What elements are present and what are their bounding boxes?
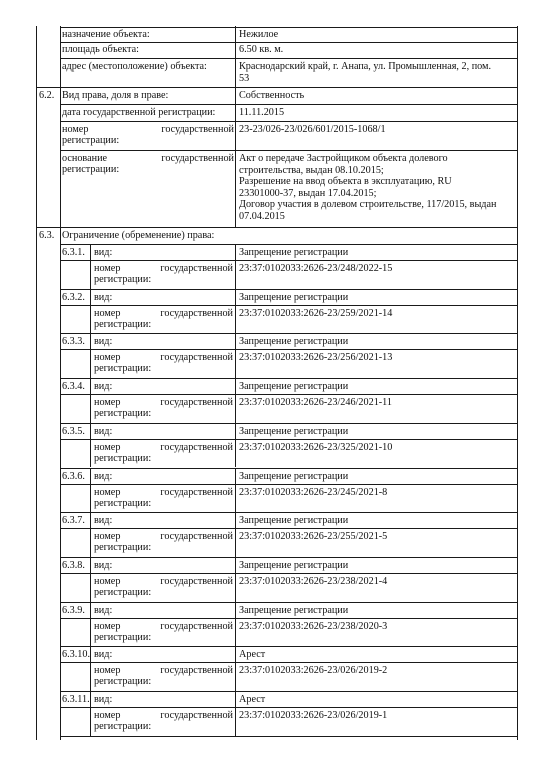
address-value-line-1: Краснодарский край, г. Анапа, ул. Промышленная, 2, пом. [239,61,492,72]
basis-line: Договор участия в долевом строительстве, 117/2015, выдан [239,199,497,210]
restriction-item-number: 6.3.11. [62,694,90,705]
grid-line [60,602,517,603]
regnum-label-word: номер [94,665,121,677]
grid-line [60,662,517,663]
area-label: площадь объекта: [62,44,139,55]
grid-line [90,646,91,691]
restriction-regnum-label [94,352,233,364]
restriction-regnum-label [94,263,233,275]
restriction-regnum-value: 23:37:0102033:2626-23/255/2021-5 [239,531,388,543]
grid-line [235,423,236,468]
right-section-number: 6.2. [39,90,55,101]
registration-number-label: номер государственной [62,124,234,135]
regnum-label-word: государственной [160,307,233,319]
grid-line [60,512,517,513]
registration-number-label-2: регистрации: [62,135,120,146]
restriction-kind-value: Запрещение регистрации [239,247,349,258]
restriction-kind-label: вид: [94,515,113,527]
grid-line [235,26,236,227]
restriction-item-number: 6.3.9. [62,604,85,616]
grid-line [60,394,517,395]
restriction-kind-value: Запрещение регистрации [239,604,349,616]
restriction-regnum-label [94,710,233,722]
grid-line [60,42,517,43]
grid-line [60,378,517,379]
restriction-kind-value: Запрещение регистрации [239,381,349,393]
restriction-regnum-label [94,576,233,588]
grid-line [60,468,517,469]
grid-line [60,244,517,245]
restriction-item-number: 6.3.10. [62,649,91,661]
restriction-kind-label: вид: [94,604,113,616]
grid-line [517,26,518,740]
grid-line [60,104,517,105]
restriction-regnum-value: 23:37:0102033:2626-23/259/2021-14 [239,307,393,319]
grid-line [36,26,37,740]
restriction-kind-value: Запрещение регистрации [239,515,349,527]
registration-basis-label: основание государственной [62,153,234,164]
area-value: 6.50 кв. м. [239,44,284,55]
restriction-item-number: 6.3.5. [62,425,85,437]
grid-line [60,573,517,574]
restriction-regnum-label-2: регистрации: [94,676,152,688]
registration-date-value: 11.11.2015 [239,107,285,118]
grid-line [60,58,517,59]
regnum-label-word: государственной [160,397,233,409]
regnum-label-word: номер [94,441,121,453]
restriction-regnum-value: 23:37:0102033:2626-23/246/2021-11 [239,397,392,409]
regnum-label-word: номер [94,710,121,721]
restriction-regnum-value: 23:37:0102033:2626-23/026/2019-1 [239,710,388,721]
basis-line: Разрешение на ввод объекта в эксплуатацию, RU [239,176,452,187]
grid-line [90,691,91,736]
restriction-kind-value: Запрещение регистрации [239,425,349,437]
regnum-label-word: государственной [160,352,233,364]
restriction-regnum-label-2: регистрации: [94,363,152,375]
restriction-kind-label: вид: [94,381,113,393]
grid-line [235,646,236,691]
regnum-label-word: номер [94,486,121,498]
grid-line [60,305,517,306]
restriction-regnum-label-2: регистрации: [94,631,152,643]
restriction-regnum-label-2: регистрации: [94,497,152,509]
grid-line [90,468,91,513]
grid-line [60,333,517,334]
address-label: адрес (местоположение) объекта: [62,61,207,72]
regnum-label-word: государственной [160,441,233,453]
restriction-regnum-label-2: регистрации: [94,408,152,420]
grid-line [60,646,517,647]
grid-line [60,423,517,424]
regnum-label-word: государственной [160,486,233,498]
grid-line [60,439,517,440]
regnum-label-word: государственной [160,531,233,543]
restriction-kind-label: вид: [94,425,113,437]
regnum-label-word: номер [94,531,121,543]
grid-line [235,468,236,513]
restriction-kind-label: вид: [94,247,113,258]
basis-line: 07.04.2015 [239,210,285,222]
regnum-label-word: номер [94,397,121,409]
regnum-label-word: номер [94,263,121,274]
right-type-label: Вид права, доля в праве: [62,90,169,101]
grid-line [235,557,236,602]
restriction-kind-value: Запрещение регистрации [239,336,349,348]
restriction-regnum-value: 23:37:0102033:2626-23/026/2019-2 [239,665,388,677]
registration-date-label: дата государственной регистрации: [62,107,216,118]
restriction-regnum-label [94,397,233,409]
registration-number-value: 23-23/026-23/026/601/2015-1068/1 [239,124,386,135]
grid-line [235,602,236,647]
restriction-regnum-value: 23:37:0102033:2626-23/245/2021-8 [239,486,388,498]
restriction-regnum-label [94,487,233,499]
grid-line [235,691,236,736]
regnum-label-word: номер [94,307,121,319]
restriction-regnum-label [94,621,233,633]
grid-line [60,27,517,28]
grid-line [60,150,517,151]
grid-line [90,244,91,289]
restriction-item-number: 6.3.2. [62,291,85,303]
restriction-label: Ограничение (обременение) права: [62,230,215,241]
restriction-regnum-label [94,442,233,454]
regnum-label-word: государственной [160,575,233,587]
right-type-value: Собственность [239,90,305,101]
regnum-label-word: государственной [160,710,233,721]
restriction-kind-value: Запрещение регистрации [239,470,349,482]
restriction-regnum-label-2: регистрации: [94,721,152,732]
restriction-item-number: 6.3.8. [62,559,85,571]
grid-line [60,484,517,485]
restriction-kind-value: Запрещение регистрации [239,559,349,571]
restriction-regnum-value: 23:37:0102033:2626-23/325/2021-10 [239,441,393,453]
restriction-kind-value: Запрещение регистрации [239,291,349,303]
grid-line [90,602,91,647]
restriction-item-number: 6.3.3. [62,336,85,348]
restriction-section-number: 6.3. [39,230,55,241]
restriction-kind-label: вид: [94,336,113,348]
restriction-item-number: 6.3.6. [62,470,85,482]
grid-line [90,378,91,423]
grid-line [36,227,517,228]
regnum-label-word: государственной [160,263,233,274]
restriction-kind-label: вид: [94,649,113,661]
grid-line [235,333,236,378]
grid-line [90,333,91,378]
grid-line [60,557,517,558]
basis-line: Акт о передаче Застройщиком объекта долевого [239,153,448,164]
grid-line [60,260,517,261]
regnum-label-word: номер [94,575,121,587]
regnum-label-word: государственной [160,620,233,632]
grid-line [60,736,517,737]
grid-line [235,289,236,334]
grid-line [90,289,91,334]
restriction-item-number: 6.3.1. [62,247,85,258]
purpose-value: Нежилое [239,29,279,40]
grid-line [60,618,517,619]
grid-line [60,528,517,529]
grid-line [90,423,91,468]
grid-line [235,378,236,423]
restriction-regnum-value: 23:37:0102033:2626-23/238/2020-3 [239,620,388,632]
grid-line [235,244,236,289]
grid-line [60,707,517,708]
grid-line [60,121,517,122]
restriction-regnum-label [94,308,233,320]
regnum-label-word: номер [94,620,121,632]
basis-line: 23301000-37, выдан 17.04.2015; [239,187,377,199]
grid-line [36,87,517,88]
regnum-label-word: номер [94,352,121,364]
grid-line [90,512,91,557]
grid-line [90,557,91,602]
restriction-regnum-value: 23:37:0102033:2626-23/248/2022-15 [239,263,393,274]
restriction-regnum-label-2: регистрации: [94,274,152,285]
restriction-kind-label: вид: [94,559,113,571]
purpose-label: назначение объекта: [62,29,150,40]
restriction-kind-label: вид: [94,470,113,482]
grid-line [60,349,517,350]
restriction-regnum-value: 23:37:0102033:2626-23/256/2021-13 [239,352,393,364]
restriction-regnum-label-2: регистрации: [94,586,152,598]
grid-line [235,512,236,557]
address-value-line-2: 53 [239,73,250,84]
restriction-kind-value: Арест [239,694,266,705]
regnum-label-word: государственной [160,665,233,677]
restriction-kind-label: вид: [94,291,113,303]
restriction-item-number: 6.3.7. [62,515,85,527]
restriction-regnum-label [94,665,233,677]
restriction-regnum-label-2: регистрации: [94,318,152,330]
grid-line [60,691,517,692]
restriction-item-number: 6.3.4. [62,381,85,393]
registration-basis-label-2: регистрации: [62,164,120,175]
restriction-regnum-label-2: регистрации: [94,542,152,554]
restriction-regnum-label-2: регистрации: [94,452,152,464]
restriction-regnum-value: 23:37:0102033:2626-23/238/2021-4 [239,575,388,587]
grid-line [60,26,61,740]
restriction-regnum-label [94,531,233,543]
grid-line [60,289,517,290]
basis-line: строительства, выдан 08.10.2015; [239,164,384,176]
restriction-kind-value: Арест [239,649,266,661]
restriction-kind-label: вид: [94,694,113,705]
